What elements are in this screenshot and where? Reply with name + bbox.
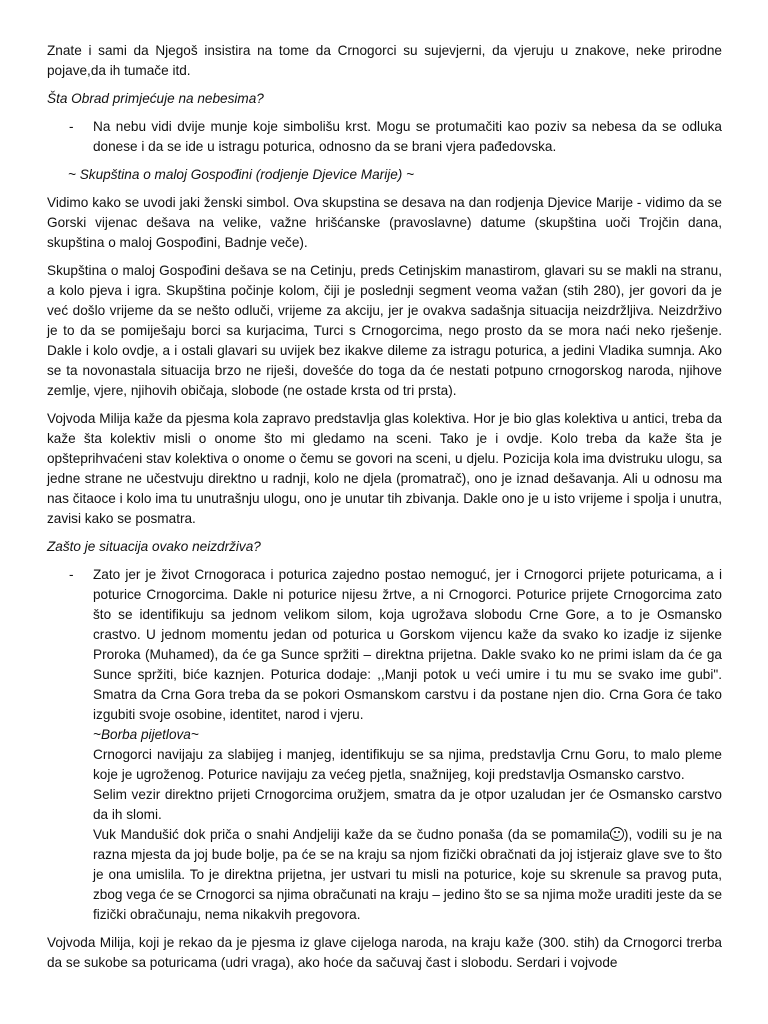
section-heading: ~ Skupština o maloj Gospođini (rodjenje Djevice Marije) ~ xyxy=(68,167,415,182)
question: Šta Obrad primjećuje na nebesima? xyxy=(47,91,264,106)
smiling-face-icon xyxy=(610,827,624,841)
paragraph: Vojvoda Milija kaže da pjesma kola zapravo predstavlja glas kolektiva. Hor je bio glas kolektiva u antici, treba da kaže šta kolektiv misli o onome što mi gledamo na sceni. Tako je i ovdje. Kolo treba da kaže šta je opšteprihvaćeni stav kolektiva o onome o čemu se govori na sceni, u djelu. Pozicija kola ima dvistruku ulogu, sa jedne strane ne učestvuju direktno u radnji, kolo ne djela (promatrač), ono je iznad dešavanja. Ali u odnosu ma nas čitaoce i kolo ima tu unutrašnju ulogu, ono je unutar tih zbivanja. Dakle ono je u isto vrijeme i spolja i unutra, zavisi kako se posmatra. xyxy=(47,411,722,526)
list-item-text: Crnogorci navijaju za slabijeg i manjeg, identifikuju se sa njima, predstavlja Crnu Goru, to malo pleme koje je ugroženog. Poturice navijaju za većeg pjetla, snažnijeg, koji predstavlja Osmansko carstvo. xyxy=(93,747,722,782)
text-run: Vuk Mandušić dok priča o snahi Andjeliji kaže da se čudno ponaša (da se pomamila xyxy=(93,827,610,842)
list-item-text: Na nebu vidi dvije munje koje simbolišu krst. Mogu se protumačiti kao poziv sa nebesa da se odluka donese i da se ide u istragu poturica, odnosno da se brani vjera pađedovska. xyxy=(93,119,722,154)
question: Zašto je situacija ovako neizdrživa? xyxy=(47,539,261,554)
list-item xyxy=(47,565,722,925)
paragraph: Skupština o maloj Gospođini dešava se na Cetinju, preds Cetinjskim manastirom, glavari su se makli na stranu, a kolo pjeva i igra. Skupština počinje kolom, čiji je poslednji segment veoma važan (stih 280), jer govori da je već došlo vrijeme da se nešto odluči, vrijeme za akciju, jer je ovakva sadašnja situacija neizdržljiva. Neizdrživo je to da se pomiješaju borci sa kurjacima, Turci s Crnogorcima, nego prosto da se mora naći neko rješenje. Dakle i kolo ovdje, a i ostali glavari su uvijek bez ikakve dileme za istragu poturica, a jedini Vladika sumnja. Ako se ta novonastala situacija brzo ne riješi, dovešće do toga da će nestati potpuno crnogorskog naroda, njihove zemlje, vjere, njihovih običaja, slobode (ne ostade krsta od tri prsta). xyxy=(47,263,722,398)
list-item-text: Zato jer je život Crnogoraca i poturica zajedno postao nemoguć, jer i Crnogorci prijete poturicama, a i poturice Crnogorcima. Dakle ni poturice nijesu žrtve, a ni Crnogorci. Poturice prijete Crnogorcima zato što se identifikuju sa jednom velikom silom, koja ugrožava slobodu Crne Gore, a to je Osmansko crastvo. U jednom momentu jedan od poturica u Gorskom vijencu kaže da svako ko izadje iz sijenke Proroka (Muhamed), da će ga Sunce spržiti – direktna prijetna. Dakle svako ko ne primi islam da će ga Sunce spržiti, biće kaznjen. Poturica dodaje: ,,Manji potok u veći umire i tu mu se svako ime gubi". Smatra da Crna Gora treba da se pokori Osmanskom carstvu i da postane njen dio. Crna Gora će tako izgubiti svoje osobine, identitet, narod i vjeru. xyxy=(93,567,722,722)
text-run: ), vodili su je na razna mjesta da joj bude bolje, pa će se na kraju sa njom fizički obračnati da joj istjeraiz glave sve to što je ona umislila. To je direktna prijetna, jer ustvari tu misli na poturice, koje su skrenule sa pravog puta, zbog vega će se Crnogorci sa njima obračunati na kraju – jedino što se sa njima može uraditi jeste da se fizički obračunaju, nema nikakvih pregovora. xyxy=(93,827,722,922)
list-dash: - xyxy=(69,567,74,582)
list-item-text xyxy=(93,825,722,925)
list-item-text: Selim vezir direktno prijeti Crnogorcima oružjem, smatra da je otpor uzaludan jer će Osmansko carstvo da ih slomi. xyxy=(93,787,722,822)
subheading: ~Borba pijetlova~ xyxy=(93,727,199,742)
list-item xyxy=(47,117,722,157)
paragraph: Znate i sami da Njegoš insistira na tome da Crnogorci su sujevjerni, da vjeruju u znakove, neke prirodne pojave,da ih tumače itd. xyxy=(47,43,722,78)
paragraph: Vidimo kako se uvodi jaki ženski simbol. Ova skupstina se desava na dan rodjenja Djevice Marije - vidimo da se Gorski vijenac dešava na velike, važne hrišćanske (pravoslavne) datume (skupština uoči Trojčin dana, skupština o maloj Gospođini, Badnje veče). xyxy=(47,195,722,250)
paragraph: Vojvoda Milija, koji je rekao da je pjesma iz glave cijeloga naroda, na kraju kaže (300. stih) da Crnogorci trerba da se sukobe sa poturicama (udri vraga), ako hoće da sačuvaj čast i slobodu. Serdari i vojvode xyxy=(47,935,722,970)
list-dash: - xyxy=(69,119,74,134)
